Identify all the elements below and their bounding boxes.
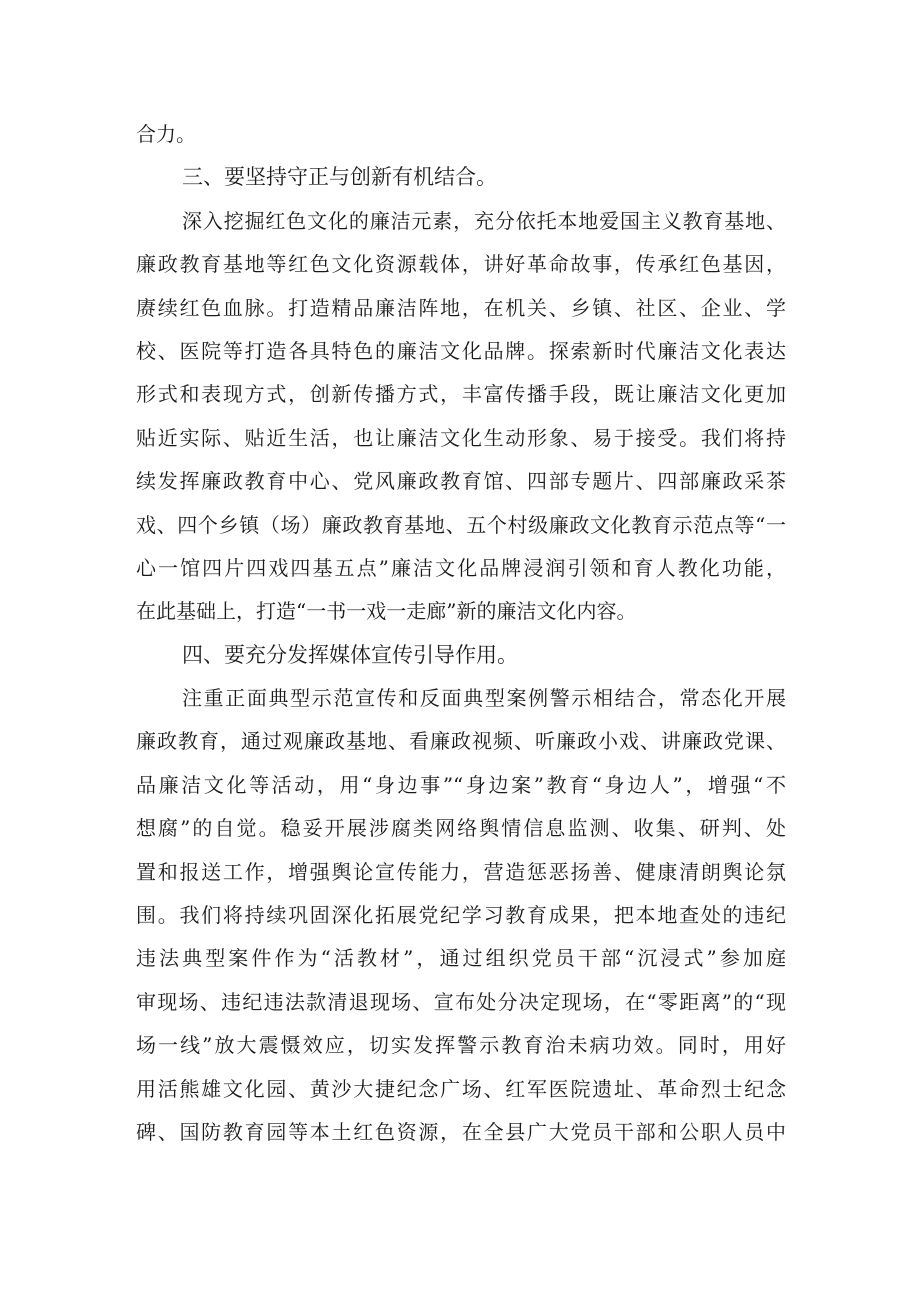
paragraph-line-14: 注重正面典型示范宣传和反面典型案例警示相结合，常态化开展: [182, 686, 786, 711]
paragraph-line-5: 赓续红色血脉。打造精品廉洁阵地，在机关、乡镇、社区、企业、学: [136, 295, 786, 320]
paragraph-line-8: 贴近实际、贴近生活，也让廉洁文化生动形象、易于接受。我们将持: [136, 425, 786, 450]
paragraph-line-22: 场一线”放大震慑效应，切实发挥警示教育治未病功效。同时，用好: [136, 1033, 786, 1058]
paragraph-line-20: 违法典型案件作为“活教材”，通过组织党员干部“沉浸式”参加庭: [136, 946, 786, 971]
paragraph-line-10: 戏、四个乡镇（场）廉政教育基地、五个村级廉政文化教育示范点等“一: [136, 512, 786, 537]
paragraph-line-3: 深入挖掘红色文化的廉洁元素，充分依托本地爱国主义教育基地、: [182, 208, 786, 233]
paragraph-line-19: 围。我们将持续巩固深化拓展党纪学习教育成果，把本地查处的违纪: [136, 903, 786, 928]
paragraph-line-17: 想腐”的自觉。稳妥开展涉腐类网络舆情信息监测、收集、研判、处: [136, 816, 786, 841]
paragraph-line-6: 校、医院等打造各具特色的廉洁文化品牌。探索新时代廉洁文化表达: [136, 338, 786, 363]
paragraph-line-4: 廉政教育基地等红色文化资源载体，讲好革命故事，传承红色基因，: [136, 252, 786, 277]
paragraph-line-18: 置和报送工作，增强舆论宣传能力，营造惩恶扬善、健康清朗舆论氛: [136, 859, 786, 884]
paragraph-line-24: 碑、国防教育园等本土红色资源，在全县广大党员干部和公职人员中: [136, 1119, 786, 1144]
document-page: [136, 113, 786, 1154]
paragraph-line-1: 合力。: [136, 122, 196, 146]
paragraph-line-16: 品廉洁文化等活动，用“身边事”“身边案”教育“身边人”，增强“不: [136, 772, 786, 797]
paragraph-line-15: 廉政教育，通过观廉政基地、看廉政视频、听廉政小戏、讲廉政党课、: [136, 729, 786, 754]
paragraph-line-12: 在此基础上，打造“一书一戏一走廊”新的廉洁文化内容。: [136, 599, 637, 624]
section-heading-3: 三、要坚持守正与创新有机结合。: [182, 165, 497, 190]
paragraph-line-21: 审现场、违纪违法款清退现场、宣布处分决定现场，在“零距离”的“现: [136, 989, 786, 1014]
paragraph-line-9: 续发挥廉政教育中心、党风廉政教育馆、四部专题片、四部廉政采茶: [136, 469, 786, 494]
section-heading-4: 四、要充分发挥媒体宣传引导作用。: [182, 642, 518, 667]
paragraph-line-11: 心一馆四片四戏四基五点”廉洁文化品牌浸润引领和育人教化功能，: [136, 555, 786, 580]
paragraph-line-23: 用活熊雄文化园、黄沙大捷纪念广场、红军医院遗址、革命烈士纪念: [136, 1076, 786, 1101]
paragraph-line-7: 形式和表现方式，创新传播方式，丰富传播手段，既让廉洁文化更加: [136, 382, 786, 407]
